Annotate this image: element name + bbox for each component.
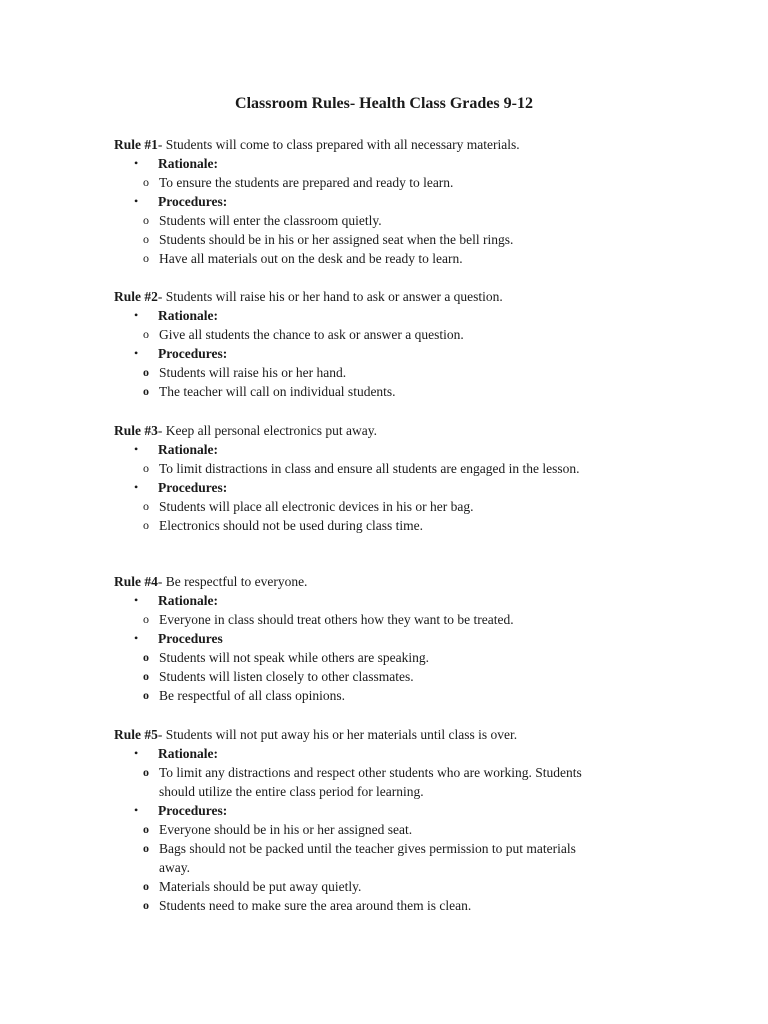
bullet-mark: • bbox=[134, 308, 139, 322]
sub-bullet-mark: o bbox=[143, 669, 149, 683]
procedures-label: Procedures: bbox=[158, 346, 228, 361]
sub-bullet-mark: o bbox=[143, 365, 149, 379]
procedures-section bbox=[114, 344, 674, 363]
sub-bullet-mark: o bbox=[143, 213, 149, 227]
procedures-label: Procedures: bbox=[158, 803, 228, 818]
procedures-list bbox=[114, 497, 674, 535]
procedures-section bbox=[114, 801, 674, 820]
rationale-label: Rationale: bbox=[158, 593, 218, 608]
sub-bullet-mark: o bbox=[143, 327, 149, 341]
list-item: o Everyone should be in his or her assigned seat. bbox=[143, 822, 413, 837]
list-item: o Students will place all electronic devices in his or her bag. bbox=[143, 499, 474, 514]
rule-heading bbox=[114, 135, 674, 154]
list-item: o Be respectful of all class opinions. bbox=[143, 688, 345, 703]
bullet-mark: • bbox=[134, 442, 139, 456]
procedures-list bbox=[114, 648, 674, 705]
sub-bullet-mark: o bbox=[143, 175, 149, 189]
rationale-section bbox=[114, 154, 674, 173]
rationale-list bbox=[114, 459, 674, 478]
rule-5 bbox=[114, 725, 674, 915]
rationale-section bbox=[114, 440, 674, 459]
list-item: o The teacher will call on individual students. bbox=[143, 384, 396, 399]
sub-bullet-mark: o bbox=[143, 765, 149, 779]
rule-number: Rule #4 bbox=[114, 574, 158, 589]
rationale-list bbox=[114, 173, 674, 192]
rule-text: - Keep all personal electronics put away. bbox=[157, 423, 378, 438]
rationale-list bbox=[114, 325, 674, 344]
rationale-list bbox=[114, 763, 674, 801]
procedures-section bbox=[114, 629, 674, 648]
procedures-label: Procedures bbox=[158, 631, 223, 646]
list-item: o Students will not speak while others are speaking. bbox=[143, 650, 429, 665]
bullet-mark: • bbox=[134, 746, 139, 760]
sub-bullet-mark: o bbox=[143, 461, 149, 475]
rule-2 bbox=[114, 287, 674, 401]
bullet-mark: • bbox=[134, 593, 139, 607]
rationale-section bbox=[114, 591, 674, 610]
rationale-label: Rationale: bbox=[158, 442, 218, 457]
sub-bullet-mark: o bbox=[143, 688, 149, 702]
list-item: o Give all students the chance to ask or answer a question. bbox=[143, 327, 464, 342]
rule-text: - Students will raise his or her hand to ask or answer a question. bbox=[157, 289, 503, 304]
bullet-mark: • bbox=[134, 346, 139, 360]
procedures-list bbox=[114, 820, 674, 915]
rationale-label: Rationale: bbox=[158, 746, 218, 761]
procedures-section bbox=[114, 192, 674, 211]
rule-number: Rule #2 bbox=[114, 289, 158, 304]
list-item: o Students will enter the classroom quietly. bbox=[143, 213, 382, 228]
list-item: o Materials should be put away quietly. bbox=[143, 879, 362, 894]
list-item: o To limit distractions in class and ensure all students are engaged in the lesson. bbox=[143, 461, 580, 476]
rule-heading bbox=[114, 421, 674, 440]
rule-number: Rule #5 bbox=[114, 727, 158, 742]
list-item: o Everyone in class should treat others how they want to be treated. bbox=[143, 612, 514, 627]
rule-heading bbox=[114, 725, 674, 744]
list-item: o Students will listen closely to other classmates. bbox=[143, 669, 414, 684]
list-item: o Bags should not be packed until the teacher gives permission to put materials away. bbox=[143, 841, 576, 875]
list-item: o Students will raise his or her hand. bbox=[143, 365, 347, 380]
bullet-mark: • bbox=[134, 803, 139, 817]
list-item: o Students should be in his or her assigned seat when the bell rings. bbox=[143, 232, 514, 247]
bullet-mark: • bbox=[134, 480, 139, 494]
rule-4 bbox=[114, 572, 674, 705]
sub-bullet-mark: o bbox=[143, 518, 149, 532]
list-item: o Students need to make sure the area around them is clean. bbox=[143, 898, 472, 913]
sub-bullet-mark: o bbox=[143, 898, 149, 912]
procedures-list bbox=[114, 363, 674, 401]
sub-bullet-mark: o bbox=[143, 612, 149, 626]
sub-bullet-mark: o bbox=[143, 232, 149, 246]
bullet-mark: • bbox=[134, 194, 139, 208]
rule-text: - Students will come to class prepared with all necessary materials. bbox=[157, 137, 520, 152]
list-item: o To ensure the students are prepared and ready to learn. bbox=[143, 175, 454, 190]
sub-bullet-mark: o bbox=[143, 251, 149, 265]
rule-text: - Be respectful to everyone. bbox=[157, 574, 308, 589]
list-item: o Have all materials out on the desk and be ready to learn. bbox=[143, 251, 463, 266]
rule-heading bbox=[114, 287, 674, 306]
rule-1 bbox=[114, 135, 674, 268]
list-item: o To limit any distractions and respect other students who are working. Students should utilize the entire class period for learning. bbox=[143, 765, 582, 799]
sub-bullet-mark: o bbox=[143, 650, 149, 664]
rationale-label: Rationale: bbox=[158, 156, 218, 171]
procedures-label: Procedures: bbox=[158, 480, 228, 495]
procedures-list bbox=[114, 211, 674, 268]
bullet-mark: • bbox=[134, 156, 139, 170]
page-title: Classroom Rules- Health Class Grades 9-12 bbox=[235, 95, 533, 112]
procedures-section bbox=[114, 478, 674, 497]
rule-3 bbox=[114, 421, 674, 535]
rule-text: - Students will not put away his or her materials until class is over. bbox=[157, 727, 518, 742]
rationale-section bbox=[114, 306, 674, 325]
rule-number: Rule #1 bbox=[114, 137, 158, 152]
rationale-label: Rationale: bbox=[158, 308, 218, 323]
rule-number: Rule #3 bbox=[114, 423, 158, 438]
rationale-section bbox=[114, 744, 674, 763]
sub-bullet-mark: o bbox=[143, 384, 149, 398]
sub-bullet-mark: o bbox=[143, 841, 149, 855]
rule-heading bbox=[114, 572, 674, 591]
sub-bullet-mark: o bbox=[143, 822, 149, 836]
sub-bullet-mark: o bbox=[143, 499, 149, 513]
rationale-list bbox=[114, 610, 674, 629]
procedures-label: Procedures: bbox=[158, 194, 228, 209]
sub-bullet-mark: o bbox=[143, 879, 149, 893]
list-item: o Electronics should not be used during class time. bbox=[143, 518, 423, 533]
bullet-mark: • bbox=[134, 631, 139, 645]
